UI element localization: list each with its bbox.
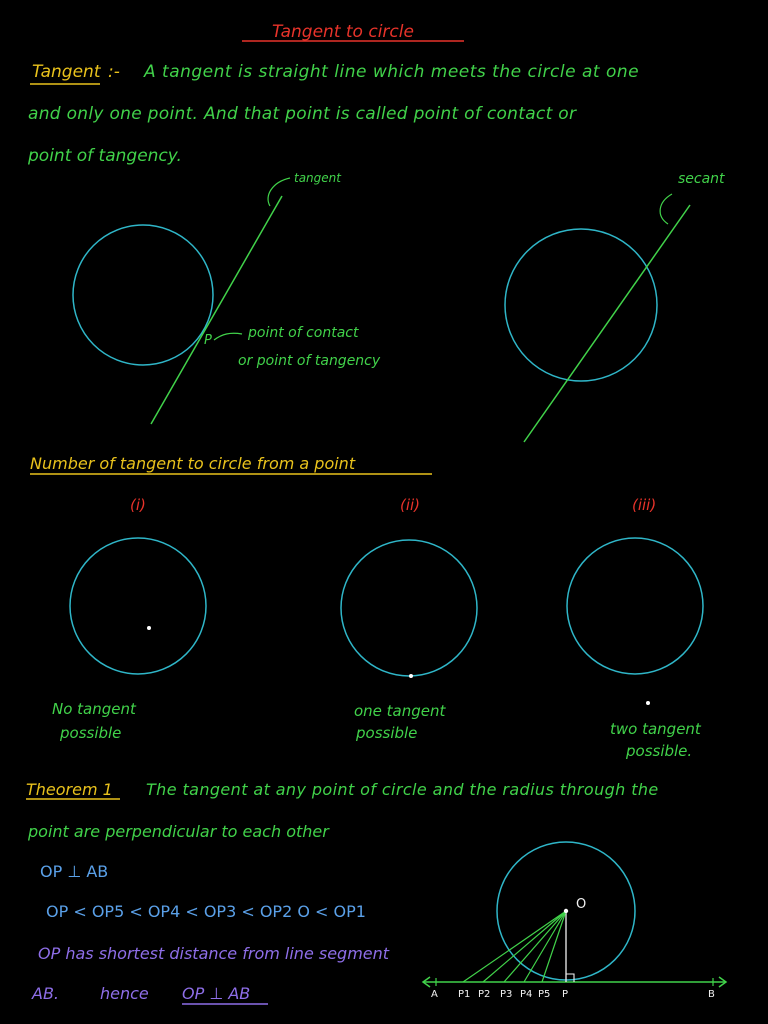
case-1-caption-line-1: No tangent — [52, 700, 136, 718]
case-2-point-on-circle — [409, 674, 413, 678]
page-title: Tangent to circle — [272, 22, 414, 42]
equation-ab: AB. — [32, 984, 60, 1003]
point-a-label: A — [431, 989, 438, 1000]
point-b-label: B — [708, 989, 715, 1000]
theorem-line-2: point are perpendicular to each other — [28, 822, 329, 841]
case-3-outer-point — [646, 701, 650, 705]
case-3-circle — [567, 538, 703, 674]
theorem-label: Theorem 1 — [26, 780, 113, 799]
point-p2-label: P2 — [478, 989, 491, 1000]
point-p-foot-label: P — [562, 989, 569, 1000]
segment-op3 — [504, 911, 566, 982]
point-of-contact-label: point of contact — [248, 325, 359, 341]
number-section-heading: Number of tangent to circle from a point — [30, 454, 356, 473]
equation-hence: hence — [100, 984, 149, 1003]
point-p4-label: P4 — [520, 989, 533, 1000]
theorem-line-1: The tangent at any point of circle and the radius through the — [146, 780, 659, 799]
point-p3-label: P3 — [500, 989, 513, 1000]
segment-op1 — [463, 911, 566, 982]
case-3-roman: (iii) — [632, 496, 657, 514]
case-2-caption-line-1: one tangent — [354, 702, 446, 720]
center-o-point — [564, 909, 568, 913]
case-2-roman: (ii) — [400, 496, 421, 514]
case-1-caption-line-2: possible — [60, 724, 122, 742]
case-2-circle — [341, 540, 477, 676]
case-3-caption-line-1: two tangent — [610, 720, 701, 738]
definition-term: Tangent — [32, 62, 101, 82]
equation-perpendicular: OP ⊥ AB — [40, 862, 109, 881]
point-p5-label: P5 — [538, 989, 551, 1000]
definition-line-2: and only one point. And that point is called point of contact or — [28, 104, 577, 124]
case-1-circle — [70, 538, 206, 674]
case-3-caption-line-2: possible. — [626, 742, 693, 760]
secant-label: secant — [678, 171, 725, 187]
center-o-label: O — [576, 897, 587, 912]
case-1-roman: (i) — [130, 496, 146, 514]
secant-line — [524, 205, 690, 442]
definition-separator: :- — [108, 62, 120, 82]
definition-line-3: point of tangency. — [28, 146, 182, 166]
secant-label-pointer — [660, 194, 672, 224]
secant-figure-circle — [505, 229, 657, 381]
equation-inequality: OP < OP5 < OP4 < OP3 < OP2 O < OP1 — [46, 902, 366, 921]
equation-conclusion: OP ⊥ AB — [182, 984, 251, 1003]
point-of-tangency-label: or point of tangency — [238, 353, 381, 369]
equation-shortest-distance: OP has shortest distance from line segment — [38, 944, 390, 963]
definition-line-1: A tangent is straight line which meets the circle at one — [144, 62, 640, 82]
case-2-caption-line-2: possible — [356, 724, 418, 742]
tangent-label: tangent — [294, 171, 341, 185]
tangent-figure-circle — [73, 225, 213, 365]
contact-label-pointer — [214, 333, 242, 340]
point-p1-label: P1 — [458, 989, 471, 1000]
case-1-inner-point — [147, 626, 151, 630]
right-angle-mark — [566, 974, 574, 982]
point-p-label: P — [204, 333, 212, 348]
